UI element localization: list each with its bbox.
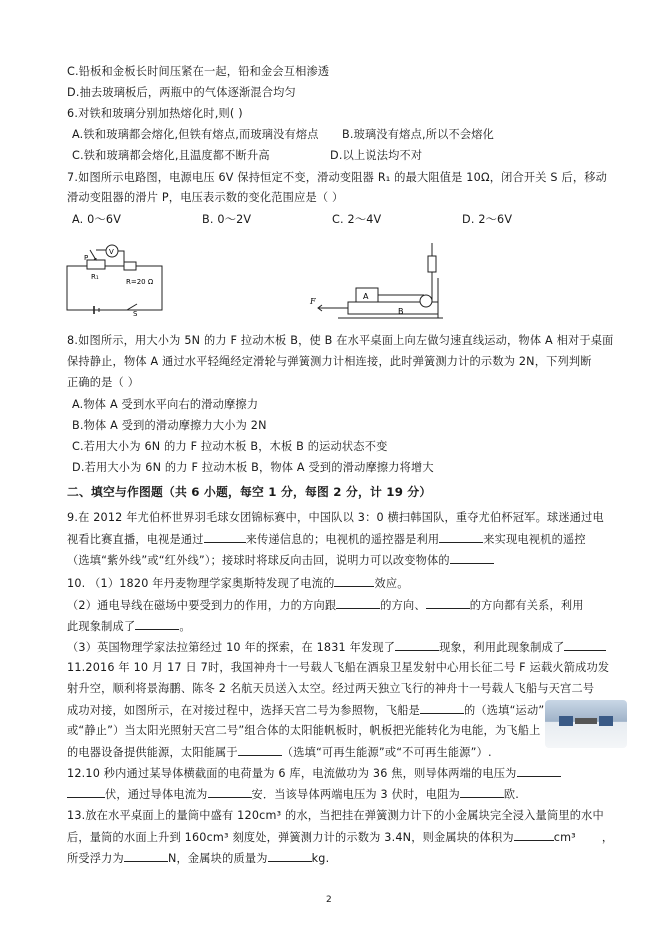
answer-blank[interactable] xyxy=(420,702,464,714)
q6-stem: 6.对铁和玻璃分别加热熔化时,则( ) xyxy=(67,107,243,120)
answer-blank[interactable] xyxy=(517,765,561,777)
circuit-diagram xyxy=(62,238,172,318)
q6-option-b: B.玻璃没有熔点,所以不会熔化 xyxy=(342,128,495,141)
answer-blank[interactable] xyxy=(514,829,554,841)
setup-f-label: F xyxy=(310,297,316,306)
q10-line1-a: 10. （1）1820 年丹麦物理学家奥斯特发现了电流的 xyxy=(67,577,335,590)
answer-blank[interactable] xyxy=(334,575,374,587)
q7-option-c: C. 2～4V xyxy=(332,213,382,226)
spacecraft-photo xyxy=(545,700,627,748)
q10-line3 xyxy=(67,618,191,635)
q11-line5-a: 的电器设备提供能源，太阳能属于 xyxy=(67,746,238,759)
q6-option-a: A.铁和玻璃都会熔化,但铁有熔点,而玻璃没有熔点 xyxy=(72,128,319,141)
q11-line4: 或“静止”）当太阳光照射天宫二号”组合体的太阳能帆板时，帆板把光能转化为电能，为飞船上 xyxy=(67,724,541,737)
q10-line2-b: 的方向、 xyxy=(380,599,426,612)
circuit-r-label: R=20 Ω xyxy=(126,278,154,286)
q8-option-b: B.物体 A 受到的滑动摩擦力大小为 2N xyxy=(72,419,267,432)
circuit-p-label: P xyxy=(84,254,89,262)
page-number: 2 xyxy=(326,895,332,905)
q13-line2-a: 后，量筒的水面上升到 160cm³ 刻度处，弹簧测力计的示数为 3.4N，则金属块的体积为 xyxy=(67,831,514,844)
q12-line1 xyxy=(67,765,561,782)
q11-line1: 11.2016 年 10 月 17 日 7时，我国神舟十一号载人飞船在酒泉卫星发射中心用长征二号 F 运载火箭成功发 xyxy=(67,661,610,674)
answer-blank[interactable] xyxy=(426,597,470,609)
q12-line2-b: 安．当该导体两端电压为 3 伏时，电阻为 xyxy=(251,788,460,801)
q8-stem-line2: 保持静止，物体 A 通过水平轻绳经定滑轮与弹簧测力计相连接，此时弹簧测力计的示数为 2N，下列判断 xyxy=(67,355,592,368)
answer-blank[interactable] xyxy=(395,639,439,651)
q9-line1: 9.在 2012 年尤伯杯世界羽毛球女团锦标赛中，中国队以 3：0 横扫韩国队，重夺尤伯杯冠军。球迷通过电 xyxy=(67,511,604,524)
q9-line2-a: 视看比赛直播，电视是通过 xyxy=(67,533,204,546)
q11-line3-b: 的（选填“运动” xyxy=(464,704,545,717)
q13-line3 xyxy=(67,850,329,867)
answer-blank[interactable] xyxy=(204,531,246,543)
answer-blank[interactable] xyxy=(124,850,168,862)
q11-line5-b: （选填“可再生能源”或“不可再生能源”）. xyxy=(281,746,492,759)
q8-option-c: C.若用大小为 6N 的力 F 拉动木板 B，木板 B 的运动状态不变 xyxy=(72,440,388,453)
setup-b-label: B xyxy=(398,307,404,316)
q10-line1-b: 效应。 xyxy=(374,577,409,590)
circuit-r1-label: R₁ xyxy=(91,273,99,281)
q9-line2-c: 来实现电视机的遥控 xyxy=(483,533,586,546)
q10-line4 xyxy=(67,639,606,656)
answer-blank[interactable] xyxy=(336,597,380,609)
answer-blank[interactable] xyxy=(564,639,606,651)
q13-line3-a: 所受浮力为 xyxy=(67,852,124,865)
q13-line3-b: N，金属块的质量为 xyxy=(167,852,268,865)
q10-line2 xyxy=(67,597,584,614)
q12-line2-c: 欧. xyxy=(503,788,520,801)
q5-option-c: C.铅板和金板长时间压紧在一起，铅和金会互相渗透 xyxy=(67,65,330,78)
q5-option-d: D.抽去玻璃板后，两瓶中的气体逐渐混合均匀 xyxy=(67,86,296,99)
q8-option-d: D.若用大小为 6N 的力 F 拉动木板 B，物体 A 受到的滑动摩擦力将增大 xyxy=(72,461,434,474)
q13-line3-c: kg. xyxy=(311,852,330,865)
answer-blank[interactable] xyxy=(439,531,483,543)
q10-line3-a: 此现象制成了 xyxy=(67,620,136,633)
circuit-s-label: S xyxy=(133,310,138,318)
q6-option-c: C.铁和玻璃都会熔化,且温度都不断升高 xyxy=(72,149,270,162)
q13-line2-c: ， xyxy=(601,831,614,844)
q11-line3-a: 成功对接，如图所示，在对接过程中，选择天宫二号为参照物，飞船是 xyxy=(67,704,421,717)
q7-stem-line1: 7.如图所示电路图，电源电压 6V 保持恒定不变，滑动变阻器 R₁ 的最大阻值是 10Ω，闭合开关 S 后，移动 xyxy=(67,171,607,184)
q9-line2-b: 来传递信息的；电视机的遥控器是利用 xyxy=(245,533,440,546)
answer-blank[interactable] xyxy=(460,786,504,798)
q12-line2-a: 伏，通过导体电流为 xyxy=(105,788,208,801)
q8-stem-line3: 正确的是（ ） xyxy=(67,376,140,389)
q10-line3-b: 。 xyxy=(179,620,191,633)
q10-line4-b: 现象，利用此现象制成了 xyxy=(439,641,565,654)
q12-line1-a: 12.10 秒内通过某导体横截面的电荷量为 6 库，电流做功为 36 焦，则导体两端的电压为 xyxy=(67,767,517,780)
q12-line2 xyxy=(67,786,519,803)
q13-line1: 13.放在水平桌面上的量筒中盛有 120cm³ 的水，当把挂在弹簧测力计下的小金属块完全浸入量筒里的水中 xyxy=(67,809,604,822)
answer-blank[interactable] xyxy=(135,618,179,630)
q13-line2 xyxy=(67,829,613,846)
q11-line5 xyxy=(67,744,492,761)
q9-line2 xyxy=(67,531,586,548)
q10-line4-a: （3）英国物理学家法拉第经过 10 年的探索，在 1831 年发现了 xyxy=(67,641,396,654)
q7-option-d: D. 2～6V xyxy=(462,213,513,226)
q9-line3-a: （选填“紫外线”或“红外线”）；接球时将球反向击回，说明力可以改变物体的 xyxy=(67,554,450,567)
section-2-title: 二、填空与作图题（共 6 小题，每空 1 分，每图 2 分，计 19 分） xyxy=(67,485,432,499)
q6-option-d: D.以上说法均不对 xyxy=(330,149,423,162)
q8-option-a: A.物体 A 受到水平向右的滑动摩擦力 xyxy=(72,398,259,411)
q10-line2-c: 的方向都有关系，利用 xyxy=(469,599,584,612)
q9-line3 xyxy=(67,552,494,569)
q11-line3 xyxy=(67,702,544,719)
q7-option-a: A. 0～6V xyxy=(72,213,122,226)
friction-setup-diagram xyxy=(308,238,448,320)
q7-option-b: B. 0～2V xyxy=(202,213,252,226)
q8-stem-line1: 8.如图所示，用大小为 5N 的力 F 拉动木板 B，使 B 在水平桌面上向左做匀速直线运动，物体 A 相对于桌面 xyxy=(67,334,614,347)
spacecraft-icon xyxy=(545,700,627,748)
circuit-v-label: V xyxy=(109,248,114,256)
q11-line2: 射升空，顺利将景海鹏、陈冬 2 名航天员送入太空。经过两天独立飞行的神舟十一号载人飞船与天宫二号 xyxy=(67,682,595,695)
answer-blank[interactable] xyxy=(208,786,252,798)
q13-line2-b: cm³ xyxy=(553,831,576,844)
answer-blank[interactable] xyxy=(450,552,494,564)
q7-stem-line2: 滑动变阻器的滑片 P，电压表示数的变化范围应是（ ） xyxy=(67,191,344,204)
q10-line1 xyxy=(67,575,409,592)
answer-blank[interactable] xyxy=(268,850,312,862)
answer-blank[interactable] xyxy=(67,786,105,798)
answer-blank[interactable] xyxy=(238,744,282,756)
q10-line2-a: （2）通电导线在磁场中要受到力的作用，力的方向跟 xyxy=(67,599,337,612)
setup-a-label: A xyxy=(363,292,369,301)
